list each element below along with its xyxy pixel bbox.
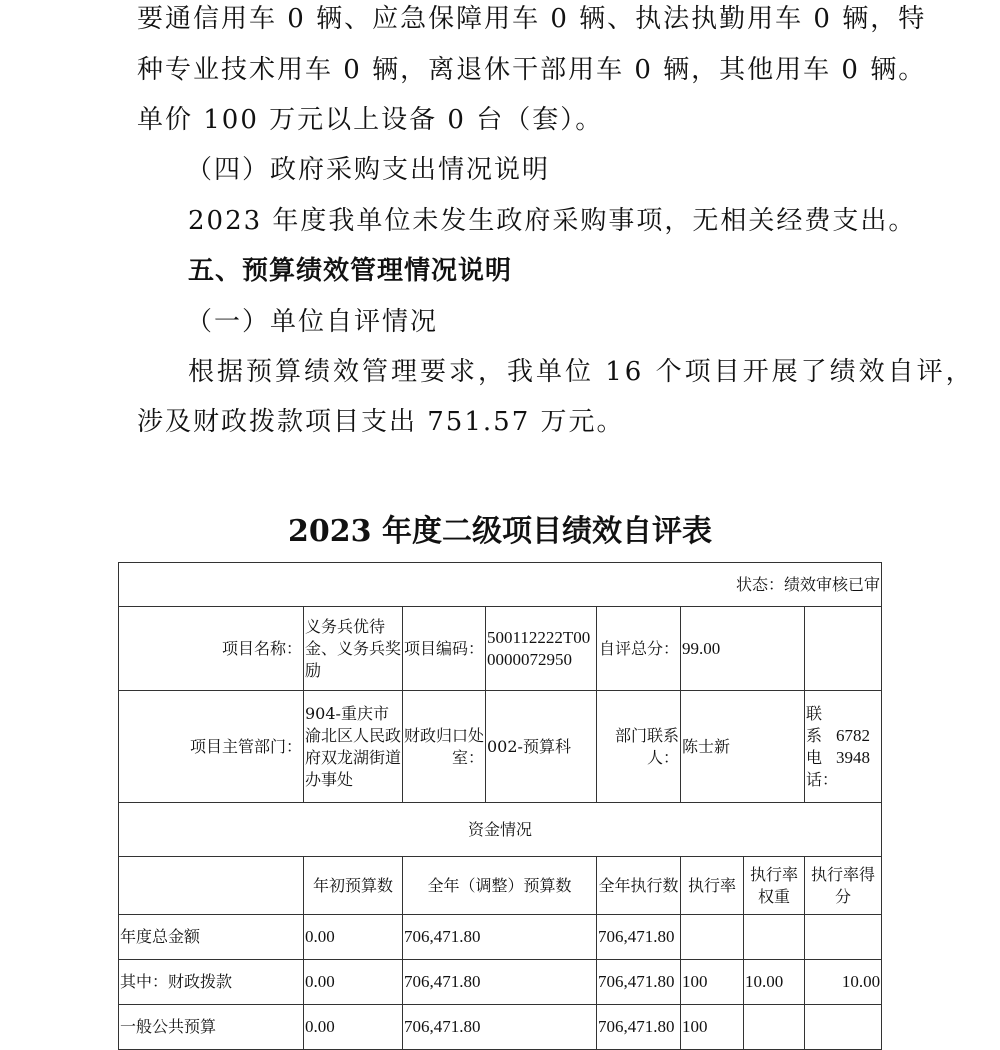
project-code-value: 500112222T000000072950: [486, 607, 597, 691]
executed-amount: 706,471.80: [597, 1005, 681, 1050]
paragraph-line-3: 单价 100 万元以上设备 0 台（套）。: [137, 105, 604, 135]
project-code-label: 项目编码：: [403, 607, 486, 691]
section-heading-procurement: （四）政府采购支出情况说明: [186, 155, 551, 185]
col-header-executed: 全年执行数: [597, 857, 681, 915]
paragraph-line-1: 要通信用车 0 辆、应急保障用车 0 辆、执法执勤用车 0 辆，特: [137, 4, 927, 34]
row-label: 年度总金额: [119, 915, 304, 960]
initial-budget: 0.00: [304, 960, 403, 1005]
rate-weight: [744, 1005, 805, 1050]
funds-header: 资金情况: [119, 803, 882, 857]
row-label: 一般公共预算: [119, 1005, 304, 1050]
column-header-row: [119, 857, 882, 915]
status-row: [119, 563, 882, 607]
paragraph-line-8: 根据预算绩效管理要求，我单位 16 个项目开展了绩效自评，: [188, 357, 975, 387]
empty-cell: [805, 607, 882, 691]
paragraph-procurement: 2023 年度我单位未发生政府采购事项，无相关经费支出。: [188, 206, 917, 236]
adjusted-budget: 706,471.80: [403, 915, 597, 960]
col-header-initial: 年初预算数: [304, 857, 403, 915]
paragraph-line-9: 涉及财政拨款项目支出 751.57 万元。: [137, 407, 625, 437]
executed-amount: 706,471.80: [597, 915, 681, 960]
execution-rate: 100: [681, 960, 744, 1005]
finance-office-value: 002-预算科: [486, 691, 597, 803]
blank-header-cell: [119, 857, 304, 915]
status-text: 状态：绩效审核已审: [119, 563, 882, 607]
table-row: [119, 915, 882, 960]
section-heading-performance: 五、预算绩效管理情况说明: [188, 256, 513, 286]
finance-office-label: 财政归口处室：: [403, 691, 486, 803]
contact-value: 陈士新: [681, 691, 805, 803]
execution-rate: [681, 915, 744, 960]
rate-score: 10.00: [805, 960, 882, 1005]
score-label: 自评总分：: [597, 607, 681, 691]
department-row: [119, 691, 882, 803]
table-title: 2023 年度二级项目绩效自评表: [288, 514, 712, 549]
rate-score: [805, 1005, 882, 1050]
score-value: 99.00: [681, 607, 805, 691]
project-name-value: 义务兵优待金、义务兵奖励: [304, 607, 403, 691]
col-header-adjusted: 全年（调整）预算数: [403, 857, 597, 915]
table-row: [119, 960, 882, 1005]
performance-table: [118, 562, 882, 1050]
table-row: [119, 1005, 882, 1050]
project-name-label: 项目名称：: [119, 607, 304, 691]
funds-header-row: [119, 803, 882, 857]
phone-label: 联系电话：: [806, 703, 839, 789]
initial-budget: 0.00: [304, 1005, 403, 1050]
col-header-weight: 执行率权重: [744, 857, 805, 915]
dept-label: 项目主管部门：: [119, 691, 304, 803]
rate-weight: [744, 915, 805, 960]
adjusted-budget: 706,471.80: [403, 960, 597, 1005]
subsection-heading-self-eval: （一）单位自评情况: [186, 307, 439, 337]
initial-budget: 0.00: [304, 915, 403, 960]
phone-cell: [805, 691, 882, 803]
row-label: 其中：财政拨款: [119, 960, 304, 1005]
executed-amount: 706,471.80: [597, 960, 681, 1005]
dept-value: 904-重庆市渝北区人民政府双龙湖街道办事处: [304, 691, 403, 803]
col-header-score: 执行率得分: [805, 857, 882, 915]
project-name-row: [119, 607, 882, 691]
adjusted-budget: 706,471.80: [403, 1005, 597, 1050]
contact-label: 部门联系人：: [597, 691, 681, 803]
rate-score: [805, 915, 882, 960]
paragraph-line-2: 种专业技术用车 0 辆，离退休干部用车 0 辆，其他用车 0 辆。: [137, 55, 927, 85]
phone-value: 67823948: [836, 725, 870, 767]
rate-weight: 10.00: [744, 960, 805, 1005]
col-header-rate: 执行率: [681, 857, 744, 915]
execution-rate: 100: [681, 1005, 744, 1050]
